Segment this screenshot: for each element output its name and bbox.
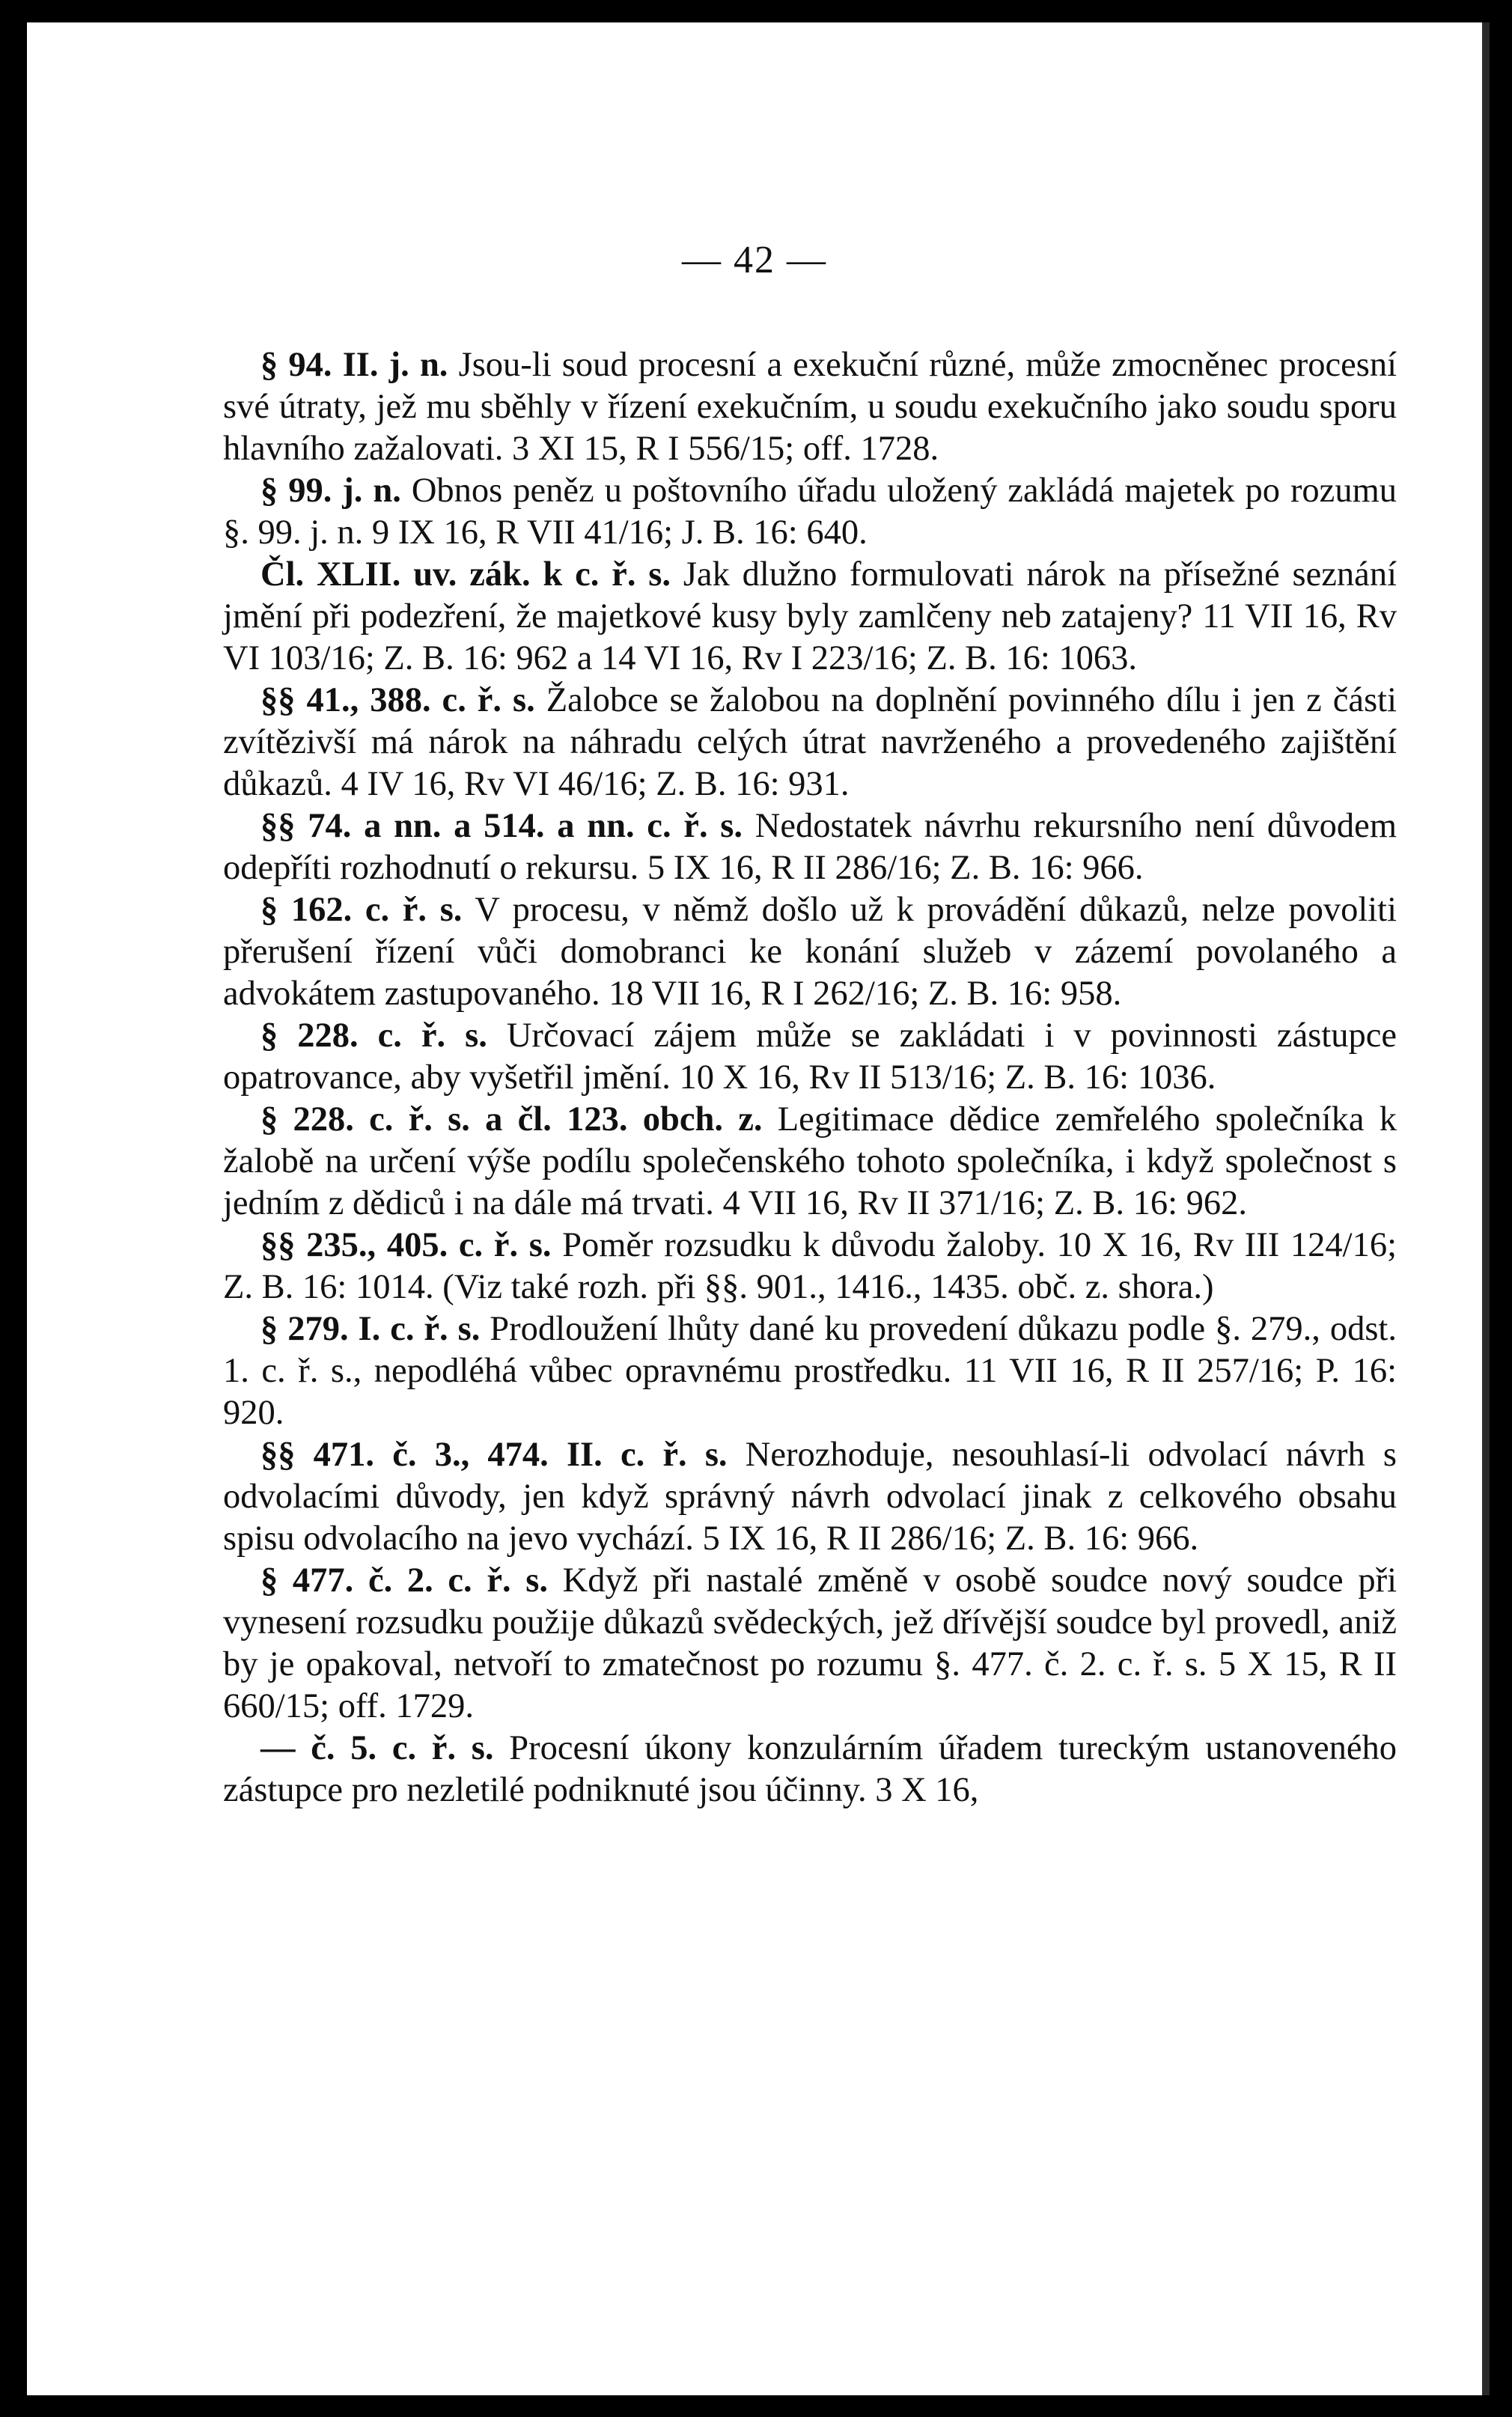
- entry: [223, 1728, 1397, 1811]
- page: [27, 22, 1490, 2395]
- entry-text: Určovací zájem může se zakládati i v povinnosti zástupce opatrovance, aby vyšetřil jmění. 10 X 16, Rv II 513/16; Z. B. 16: 1036.: [223, 1017, 1397, 1097]
- entry: [223, 1560, 1397, 1728]
- entry: [223, 470, 1397, 554]
- entry-heading: § 228. c. ř. s. a čl. 123. obch. z.: [260, 1100, 763, 1139]
- entry: [223, 344, 1397, 470]
- page-number: — 42 —: [682, 239, 827, 281]
- entry-heading: § 162. c. ř. s.: [260, 891, 463, 929]
- entry-text: Žalobce se žalobou na doplnění povinného dílu i jen z části zvítězivší má nárok na náhradu celých útrat navrženého a provedeného zajištění důkazů. 4 IV 16, Rv VI 46/16; Z. B. 16: 931.: [223, 681, 1397, 803]
- entry: [223, 1099, 1397, 1225]
- entry-heading: §§ 235., 405. c. ř. s.: [260, 1226, 552, 1264]
- entry-text: V procesu, v němž došlo už k provádění důkazů, nelze povoliti přerušení řízení vůči domobranci ke konání služeb v zázemí povolaného a advokátem zastupovaného. 18 VII 16, R I 262/16; Z. B. 16: 958.: [223, 891, 1397, 1013]
- entry: [223, 1434, 1397, 1560]
- entry-text: Jsou-li soud procesní a exekuční různé, může zmocněnec procesní své útraty, jež mu sběhly v řízení exekučním, u soudu exekučního jako soudu sporu hlavního zažalovati. 3 XI 15, R I 556/15; off. 1728.: [223, 346, 1397, 468]
- entry-heading: §§ 471. č. 3., 474. II. c. ř. s.: [260, 1436, 728, 1474]
- entry-text: Jak dlužno formulovati nárok na přísežné seznání jmění při podezření, že majetkové kusy byly zamlčeny neb zatajeny? 11 VII 16, Rv VI 103/16; Z. B. 16: 962 a 14 VI 16, Rv I 223/16; Z. B. 16: 1063.: [223, 555, 1397, 677]
- entry: [223, 554, 1397, 680]
- entry: [223, 1015, 1397, 1099]
- entry-text: Nerozhoduje, nesouhlasí-li odvolací návrh s odvolacími důvody, jen když správný návrh odvolací jinak z celkového obsahu spisu odvolacího na jevo vychází. 5 IX 16, R II 286/16; Z. B. 16: 966.: [223, 1436, 1397, 1558]
- entry-heading: § 228. c. ř. s.: [260, 1017, 487, 1055]
- entry: [223, 805, 1397, 889]
- entry-heading: § 99. j. n.: [260, 472, 401, 510]
- entry-text: Procesní úkony konzulárním úřadem tureckým ustanoveného zástupce pro nezletilé podniknuté jsou účinny. 3 X 16,: [223, 1729, 1397, 1809]
- entry-heading: § 279. I. c. ř. s.: [260, 1310, 481, 1348]
- entry-text: Prodloužení lhůty dané ku provedení důkazu podle §. 279., odst. 1. c. ř. s., nepodléhá vůbec opravnému prostředku. 11 VII 16, R II 257/16; P. 16: 920.: [223, 1310, 1397, 1432]
- entry-heading: § 94. II. j. n.: [260, 346, 448, 384]
- entry-heading: §§ 74. a nn. a 514. a nn. c. ř. s.: [260, 807, 743, 845]
- entry-heading: — č. 5. c. ř. s.: [260, 1729, 494, 1767]
- entry-text: Obnos peněz u poštovního úřadu uložený zakládá majetek po rozumu §. 99. j. n. 9 IX 16, R VII 41/16; J. B. 16: 640.: [223, 472, 1397, 552]
- entry: [223, 889, 1397, 1015]
- text-body: [223, 344, 1397, 1811]
- entry-text: Když při nastalé změně v osobě soudce nový soudce při vynesení rozsudku použije důkazů svědeckých, jež dřívější soudce byl provedl, aniž by je opakoval, netvoří to zmatečnost po rozumu §. 477. č. 2. c. ř. s. 5 X 15, R II 660/15; off. 1729.: [223, 1561, 1397, 1725]
- entry-heading: § 477. č. 2. c. ř. s.: [260, 1561, 548, 1600]
- entry: [223, 1308, 1397, 1434]
- entry-text: Legitimace dědice zemřelého společníka k žalobě na určení výše podílu společenského tohoto společníka, i když společnost s jedním z dědiců i na dále má trvati. 4 VII 16, Rv II 371/16; Z. B. 16: 962.: [223, 1100, 1397, 1222]
- entry: [223, 1225, 1397, 1308]
- entry-heading: §§ 41., 388. c. ř. s.: [260, 681, 535, 719]
- entry-text: Poměr rozsudku k důvodu žaloby. 10 X 16, Rv III 124/16; Z. B. 16: 1014. (Viz také rozh. při §§. 901., 1416., 1435. obč. z. shora.): [223, 1226, 1397, 1306]
- entry-heading: Čl. XLII. uv. zák. k c. ř. s.: [260, 555, 671, 594]
- entry-text: Nedostatek návrhu rekursního není důvodem odepříti rozhodnutí o rekursu. 5 IX 16, R II 286/16; Z. B. 16: 966.: [223, 807, 1397, 887]
- entry: [223, 680, 1397, 805]
